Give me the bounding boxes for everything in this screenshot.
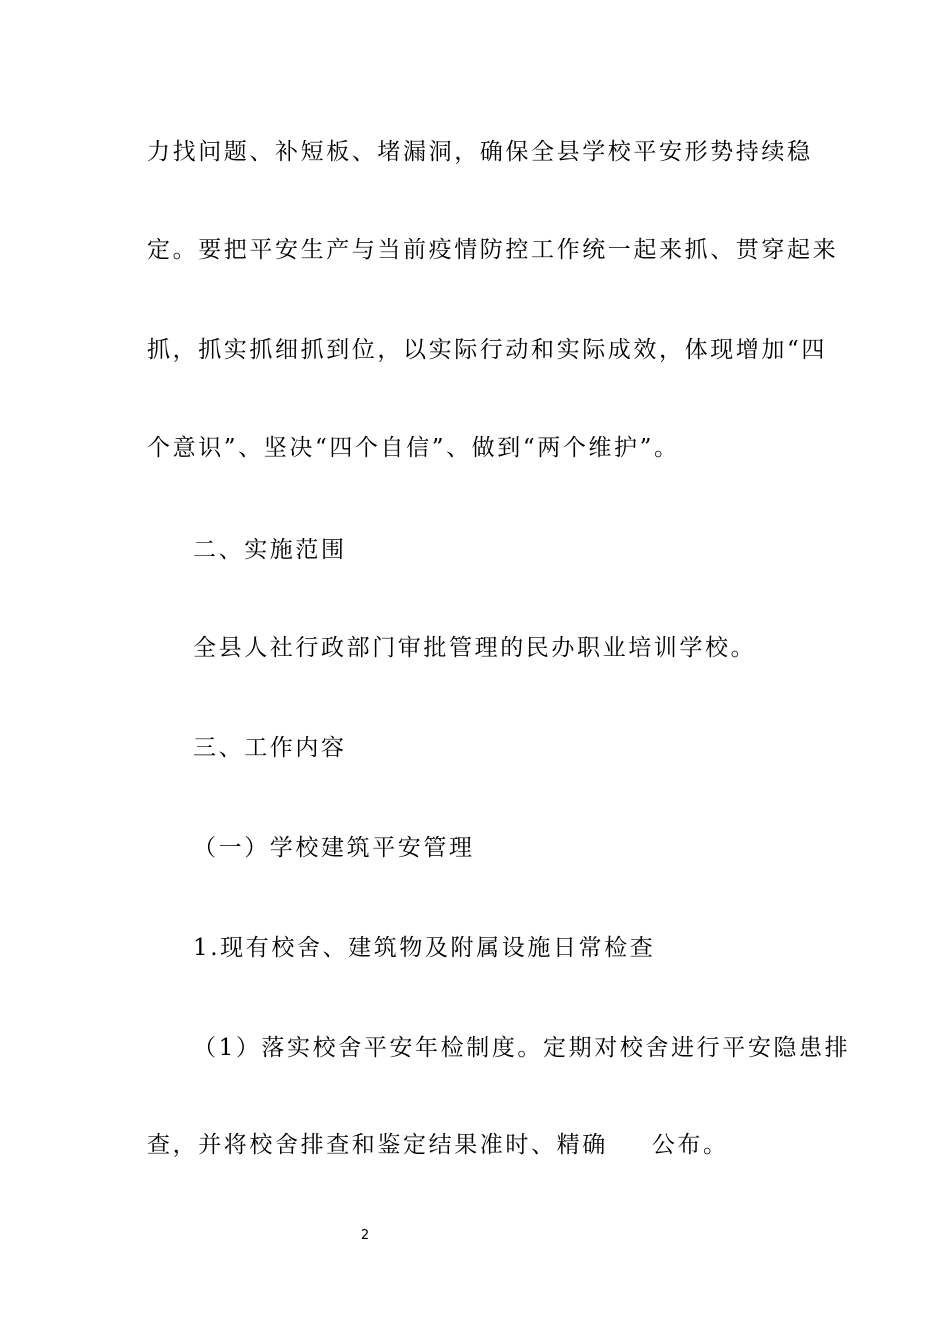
body-text-line: 个意识”、坚决“四个自信”、做到“两个维护”。: [147, 435, 680, 461]
last-line-text-after-gap: 公布。: [651, 1132, 729, 1158]
body-text-line: 力找问题、补短板、堵漏洞，确保全县学校平安形势持续稳: [147, 139, 813, 165]
numbered-item-heading: 1.现有校舍、建筑物及附属设施日常检查: [193, 935, 656, 961]
last-line-text-before-gap: 查，并将校舍排查和鉴定结果准时、精确: [147, 1132, 608, 1158]
body-text-line-last: [147, 1130, 827, 1160]
body-text-line: 全县人社行政部门审批管理的民办职业培训学校。: [193, 635, 757, 661]
section-heading-content: 三、工作内容: [193, 735, 347, 761]
body-text-line: （1）落实校舍平安年检制度。定期对校舍进行平安隐患排: [193, 1035, 851, 1061]
section-heading-scope: 二、实施范围: [193, 537, 347, 563]
page-number: 2: [360, 1228, 370, 1243]
body-text-line: 抓，抓实抓细抓到位，以实际行动和实际成效，体现增加“四: [147, 337, 827, 363]
body-text-line: 定。要把平安生产与当前疫情防控工作统一起来抓、贯穿起来: [147, 237, 839, 263]
subsection-heading: （一）学校建筑平安管理: [193, 835, 475, 861]
